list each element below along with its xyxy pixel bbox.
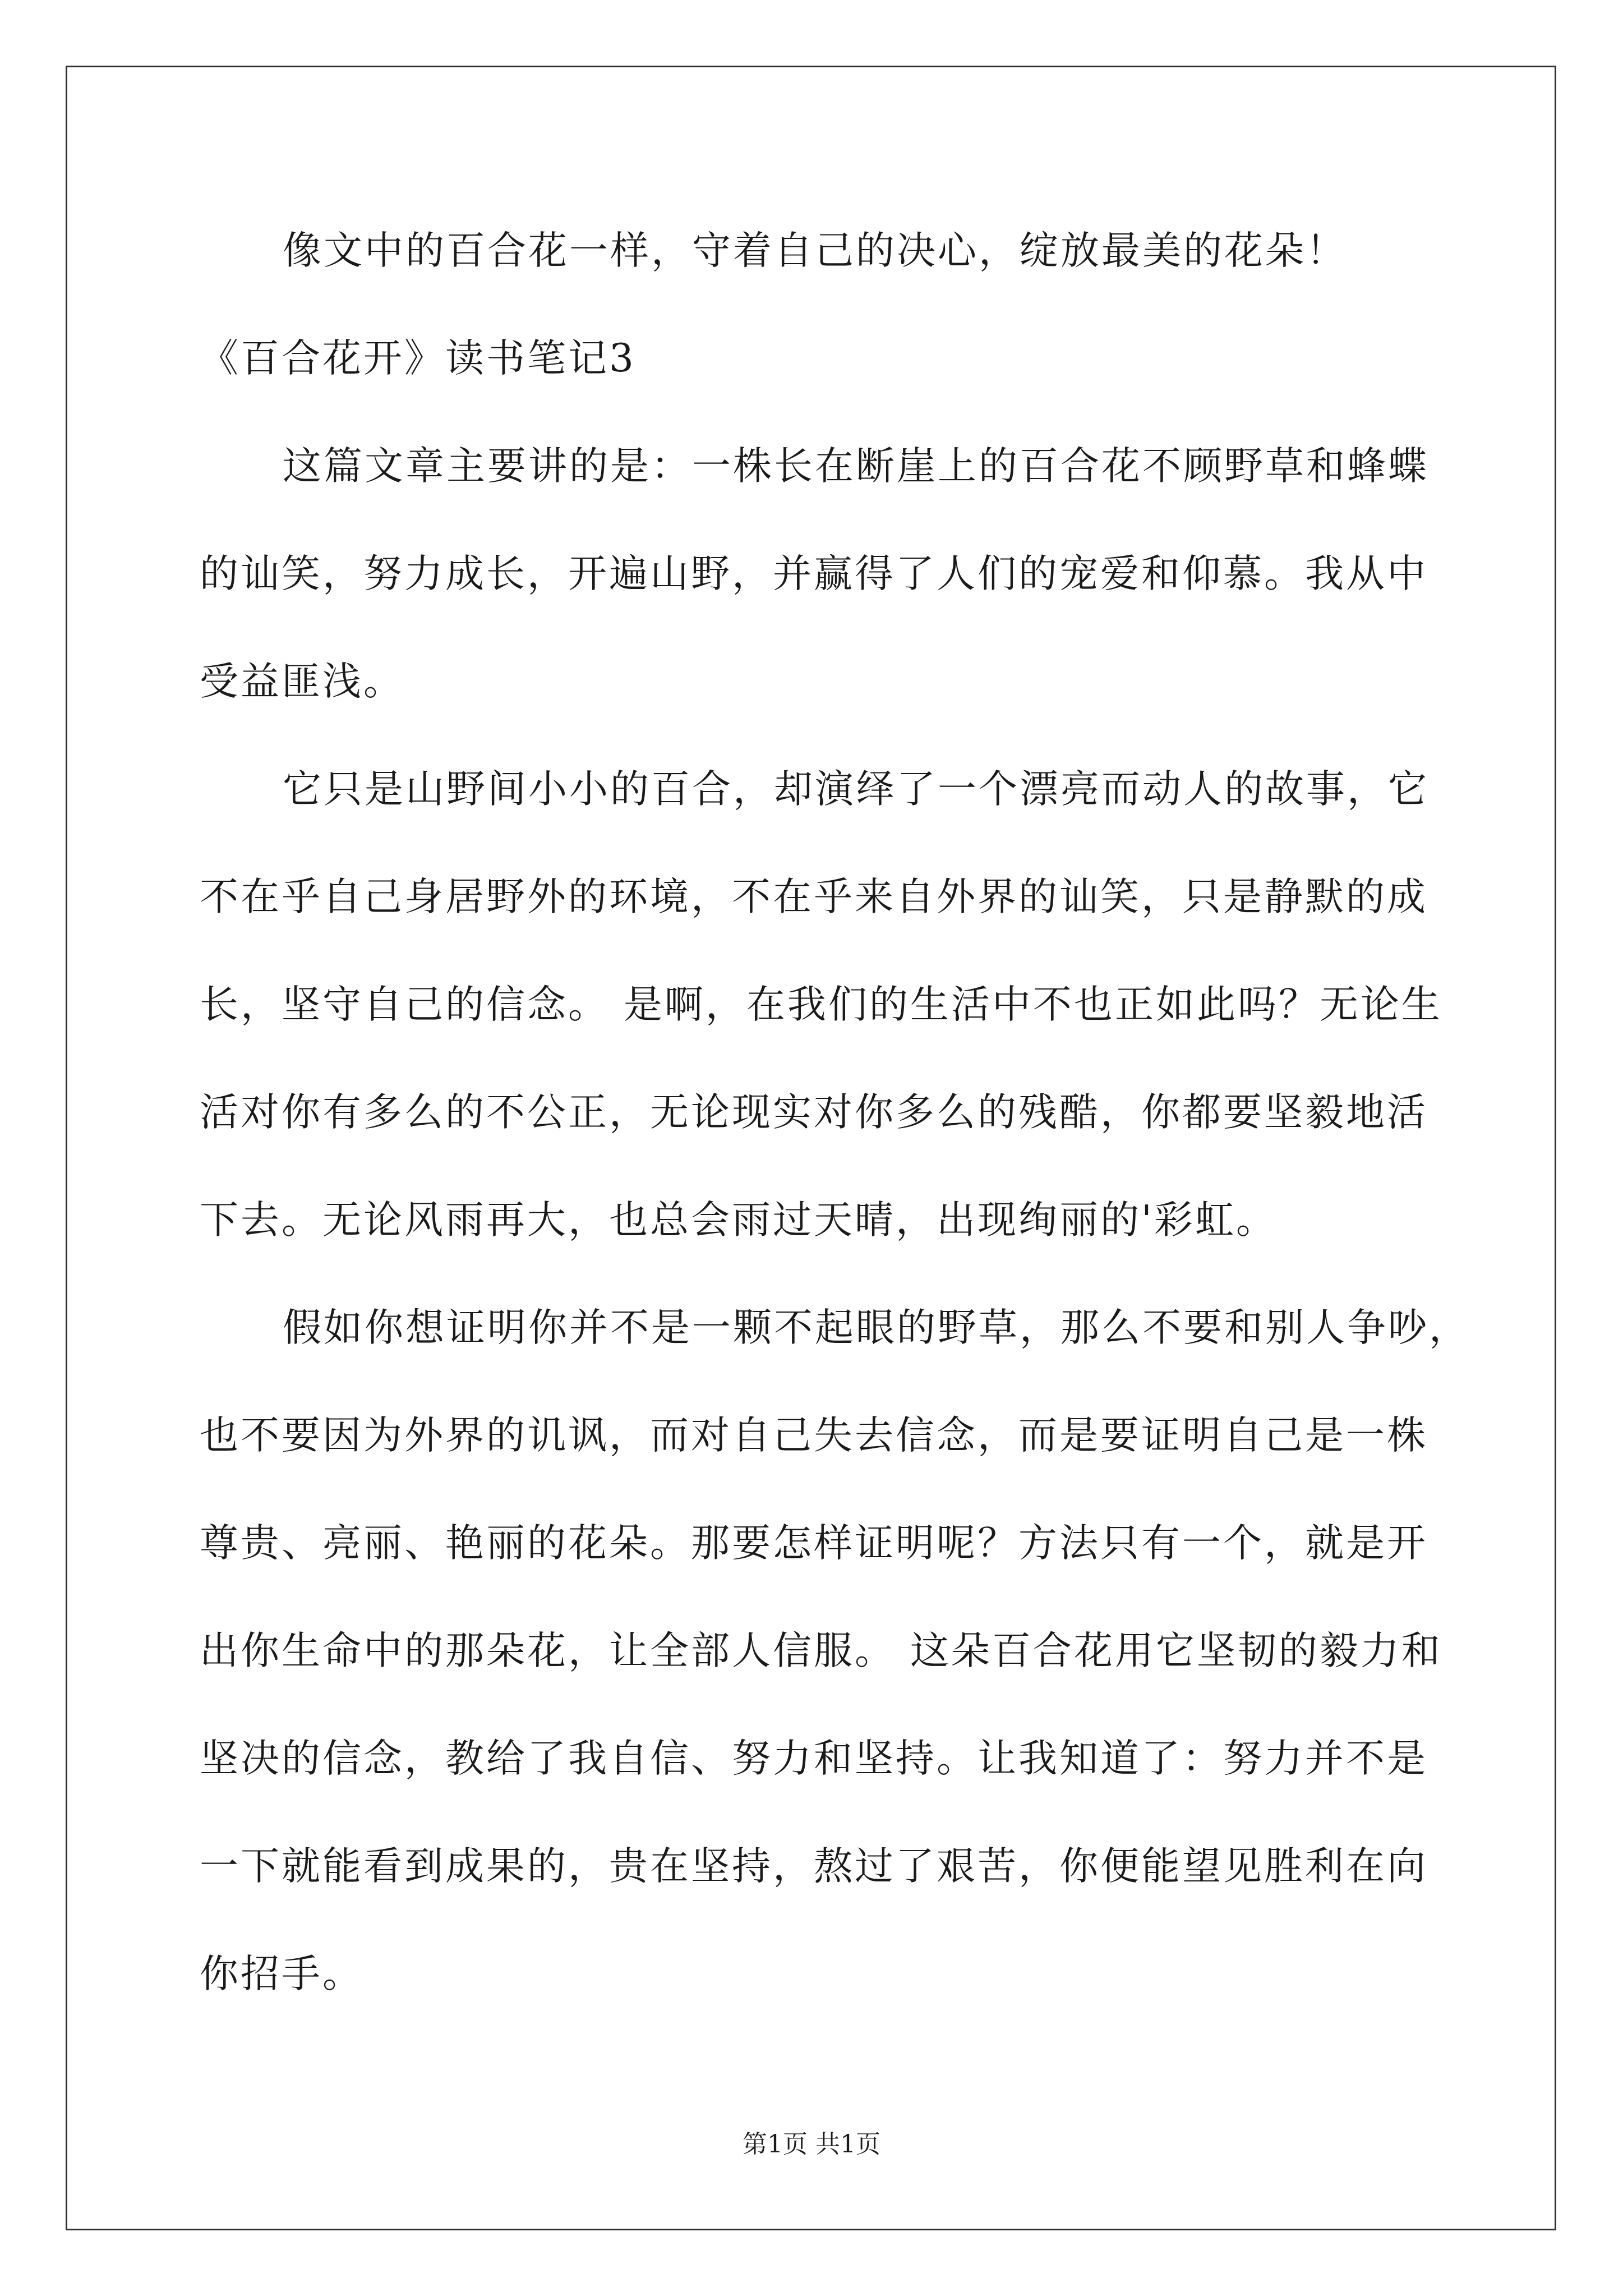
paragraph-1-line-2: 的讪笑，努力成长，开遍山野，并赢得了人们的宠爱和仰慕。我从中 (200, 551, 1428, 596)
paragraph-2-line-5: 下去。无论风雨再大，也总会雨过天晴，出现绚丽的'彩虹。 (200, 1198, 1277, 1243)
paragraph-2-line-3: 长，坚守自己的信念。 是啊，在我们的生活中不也正如此吗？无论生 (200, 982, 1442, 1027)
page-border (66, 66, 1556, 2230)
paragraph-3-line-4: 出你生命中的那朵花，让全部人信服。 这朵百合花用它坚韧的毅力和 (200, 1628, 1442, 1673)
paragraph-2-line-1: 它只是山野间小小的百合，却演绎了一个漂亮而动人的故事，它 (283, 767, 1429, 812)
paragraph-3-line-7: 你招手。 (200, 1952, 363, 1996)
paragraph-3-line-1: 假如你想证明你并不是一颗不起眼的野草，那么不要和别人争吵， (283, 1305, 1470, 1350)
section-title: 《百合花开》读书笔记3 (200, 336, 636, 381)
text-line-closing: 像文中的百合花一样，守着自己的决心，绽放最美的花朵！ (283, 228, 1347, 273)
page-footer: 第1页 共1页 (743, 2130, 880, 2159)
paragraph-1-line-1: 这篇文章主要讲的是：一株长在断崖上的百合花不顾野草和蜂蝶 (283, 444, 1429, 489)
paragraph-3-line-6: 一下就能看到成果的，贵在坚持，熬过了艰苦，你便能望见胜利在向 (200, 1844, 1428, 1889)
paragraph-3-line-5: 坚决的信念，教给了我自信、努力和坚持。让我知道了：努力并不是 (200, 1736, 1428, 1781)
paragraph-3-line-2: 也不要因为外界的讥讽，而对自己失去信念，而是要证明自己是一株 (200, 1413, 1428, 1458)
paragraph-3-line-3: 尊贵、亮丽、艳丽的花朵。那要怎样证明呢？方法只有一个，就是开 (200, 1521, 1428, 1566)
paragraph-2-line-4: 活对你有多么的不公正，无论现实对你多么的残酷，你都要坚毅地活 (200, 1090, 1428, 1135)
paragraph-1-line-3: 受益匪浅。 (200, 659, 404, 704)
paragraph-2-line-2: 不在乎自己身居野外的环境，不在乎来自外界的讪笑，只是静默的成 (200, 875, 1428, 919)
